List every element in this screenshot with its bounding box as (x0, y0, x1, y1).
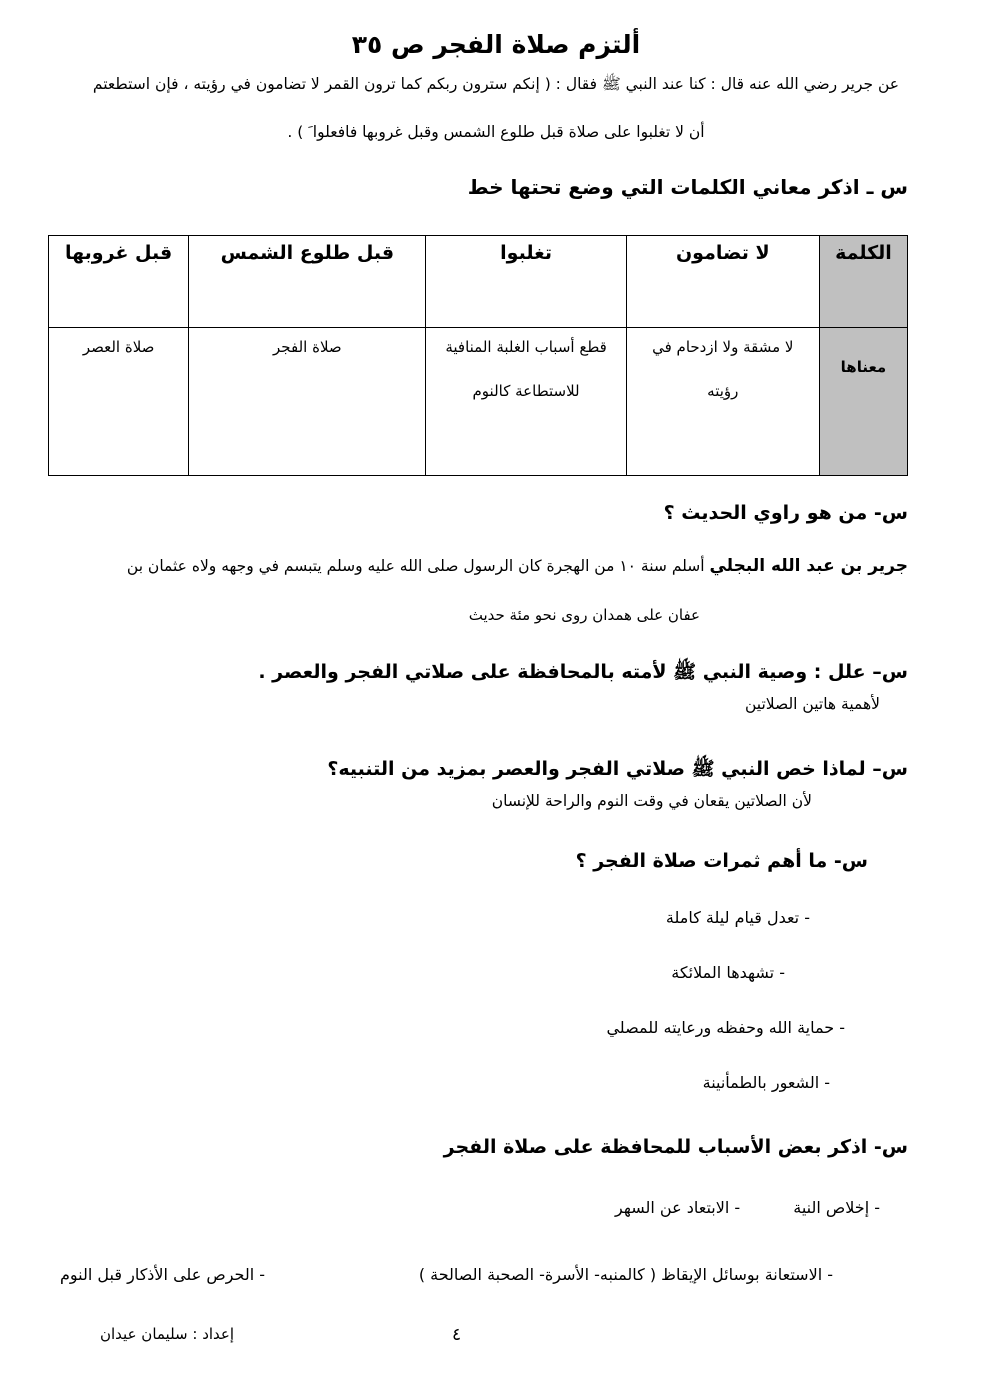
narrator-question: س- من هو راوي الحديث ؟ (663, 502, 908, 524)
narrator-answer-line-1 (0, 556, 992, 576)
vocab-meaning-cell (189, 328, 426, 476)
meaning-line (50, 382, 187, 402)
vocab-word-header-cell: الكلمة (819, 236, 907, 328)
keeping-row-2 (0, 1265, 992, 1284)
meaning-line: لا مشقة ولا ازدحام في (652, 338, 794, 356)
fruit-item: - الشعور بالطمأنينة (702, 1073, 830, 1092)
keeping-question: س- اذكر بعض الأسباب للمحافظة على صلاة الفجر (443, 1136, 908, 1158)
fruit-item: - تعدل قيام ليلة كاملة (665, 908, 810, 927)
narrator-bio: أسلم سنة ١٠ من الهجرة كان الرسول صلى الله عليه وسلم يتبسم في وجهه ولاه عثمان بن (126, 557, 710, 575)
meaning-line: صلاة الفجر (273, 338, 342, 356)
keeping-item: - الاستعانة بوسائل الإيقاظ ( كالمنبه- الأسرة- الصحبة الصالحة ) (418, 1265, 833, 1284)
vocab-header-row (49, 236, 908, 328)
vocab-table (48, 235, 908, 476)
emphasis-question: س– لماذا خص النبي ﷺ صلاتي الفجر والعصر بمزيد من التنبيه؟ (327, 758, 908, 780)
meaning-line: للاستطاعة كالنوم (472, 382, 580, 400)
fruits-question: س- ما أهم ثمرات صلاة الفجر ؟ (575, 850, 868, 872)
vocab-word-cell: قبل غروبها (49, 236, 189, 328)
vocab-meaning-cell (49, 328, 189, 476)
meaning-line (190, 382, 424, 402)
keeping-row-1 (0, 1198, 992, 1217)
wasiyya-question: س– علل : وصية النبي ﷺ لأمته بالمحافظة على صلاتي الفجر والعصر . (258, 661, 908, 683)
meaning-line: قطع أسباب الغلبة المنافية (445, 338, 607, 356)
vocab-meaning-header-cell: معناها (819, 328, 907, 476)
vocab-table-wrapper (0, 235, 992, 476)
vocab-meaning-cell (426, 328, 626, 476)
wasiyya-answer: لأهمية هاتين الصلاتين (744, 695, 880, 713)
footer-page-number: ٤ (452, 1325, 462, 1345)
meaning-line: رؤيته (707, 382, 739, 400)
hadith-line-2: أن لا تغلبوا على صلاة قبل طلوع الشمس وقبل غروبها فافعلوا َ ) . (287, 123, 705, 141)
keeping-item: - الحرص على الأذكار قبل النوم (60, 1265, 266, 1284)
vocab-meaning-cell (626, 328, 819, 476)
emphasis-answer: لأن الصلاتين يقعان في وقت النوم والراحة للإنسان (491, 792, 812, 810)
narrator-name: جرير بن عبد الله البجلي (709, 556, 908, 576)
hadith-line-1: عن جرير رضي الله عنه قال : كنا عند النبي ﷺ فقال : ( إنكم سترون ربكم كما ترون القمر لا تضامون في رؤيته ، فإن استطعتم (92, 75, 900, 93)
meaning-line: صلاة العصر (82, 338, 155, 356)
vocab-word-cell: تغلبوا (426, 236, 626, 328)
vocab-meaning-row (49, 328, 908, 476)
vocab-question: س ـ اذكر معاني الكلمات التي وضع تحتها خط (467, 175, 908, 199)
fruit-item: - حماية الله وحفظه ورعايته للمصلي (606, 1018, 845, 1037)
fruit-item: - تشهدها الملائكة (671, 963, 785, 982)
vocab-word-cell: قبل طلوع الشمس (189, 236, 426, 328)
keeping-item: - الابتعاد عن السهر (615, 1198, 741, 1217)
page-title: ألتزم صلاة الفجر ص ٣٥ (351, 30, 641, 59)
narrator-answer-line-2: عفان على همدان روى نحو مئة حديث (468, 606, 700, 624)
footer-prepared-by: إعداد : سليمان عيدان (100, 1325, 235, 1343)
vocab-word-cell: لا تضامون (626, 236, 819, 328)
keeping-item: - إخلاص النية (793, 1198, 880, 1217)
